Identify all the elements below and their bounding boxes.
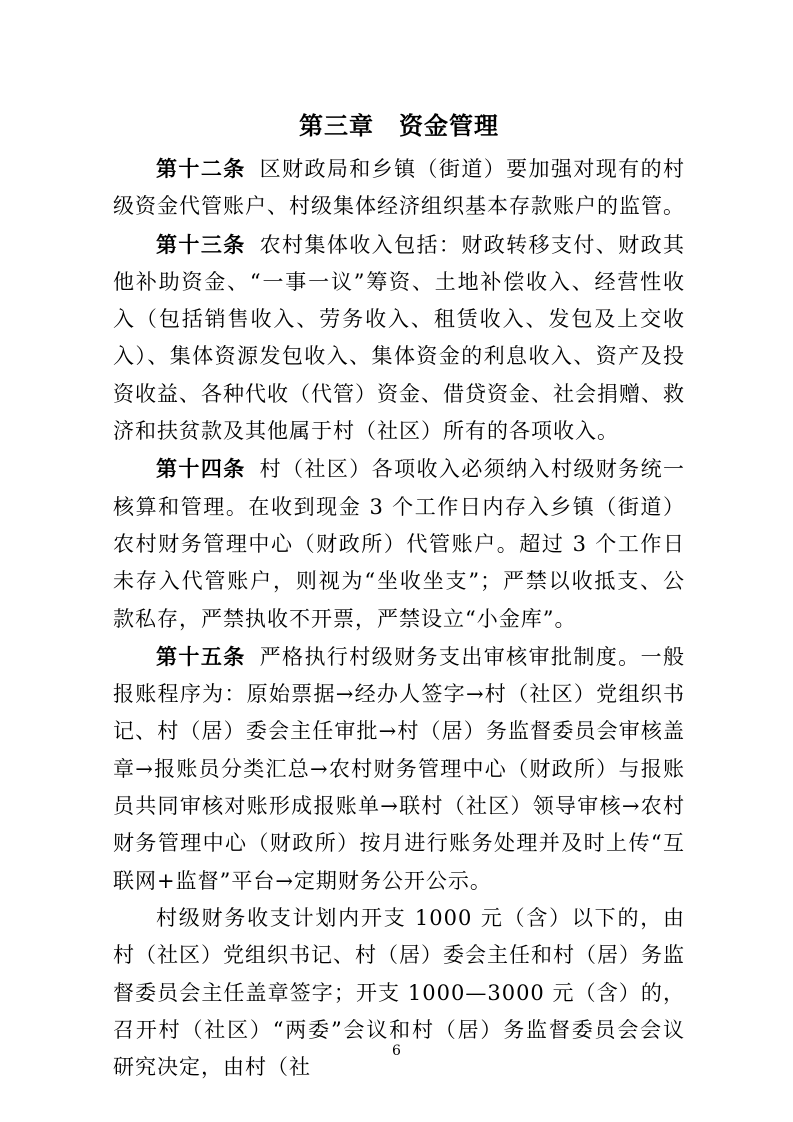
paragraph-continued: 村级财务收支计划内开支 1000 元（含）以下的，由村（社区）党组织书记、村（居）委会主任和村（居）务监督委员会主任盖章签字；开支 1000—3000 元（含）的，召开村（社区）“两委”会议和村（居）务监督委员会会议研究决定，由村（社 (113, 905, 685, 1080)
document-page (113, 108, 685, 1086)
article-14 (113, 450, 685, 637)
article-text: 村（社区）各项收入必须纳入村级财务统一核算和管理。在收到现金 3 个工作日内存入乡镇（街道）农村财务管理中心（财政所）代管账户。超过 3 个工作日未存入代管账户，则视为“坐收坐支”；严禁以收抵支、公款私存，严禁执收不开票，严禁设立“小金库”。 (113, 457, 686, 631)
article-heading: 第十二条 (156, 156, 246, 181)
article-text: 区财政局和乡镇（街道）要加强对现有的村级资金代管账户、村级集体经济组织基本存款账户的监管。 (113, 157, 686, 219)
article-heading: 第十五条 (156, 643, 246, 669)
article-heading: 第十四条 (156, 456, 246, 482)
article-15 (113, 638, 685, 900)
article-13 (113, 226, 685, 451)
article-text: 严格执行村级财务支出审核审批制度。一般报账程序为：原始票据→经办人签字→村（社区）党组织书记、村（居）委会主任审批→村（居）务监督委员会审核盖章→报账员分类汇总→农村财务管理中心（财政所）与报账员共同审核对账形成报账单→联村（社区）领导审核→农村财务管理中心（财政所）按月进行账务处理并及时上传“互联网+监督”平台→定期财务公开公示。 (113, 644, 686, 893)
article-text: 农村集体收入包括：财政转移支付、财政其他补助资金、“一事一议”筹资、土地补偿收入、经营性收入（包括销售收入、劳务收入、租赁收入、发包及上交收入）、集体资源发包收入、集体资金的利息收入、资产及投资收益、各种代收（代管）资金、借贷资金、社会捐赠、救济和扶贫款及其他属于村（社区）所有的各项收入。 (113, 232, 686, 444)
article-heading: 第十三条 (156, 231, 246, 257)
chapter-title: 第三章 资金管理 (299, 111, 499, 140)
page-number: 6 (392, 1043, 401, 1059)
article-12 (113, 150, 685, 226)
